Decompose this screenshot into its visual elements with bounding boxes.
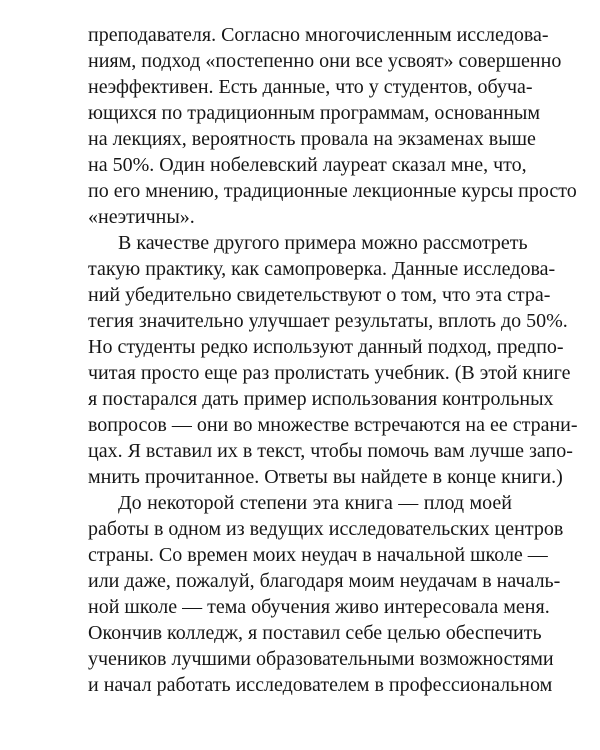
text-line: страны. Со времен моих неудач в начальной школе — xyxy=(88,544,548,566)
text-line: ниям, подход «постепенно они все усвоят» совершенно xyxy=(88,50,562,72)
text-line: ной школе — тема обучения живо интересовала меня. xyxy=(88,596,550,618)
text-line: такую практику, как самопроверка. Данные исследова- xyxy=(88,258,556,280)
text-line: на лекциях, вероятность провала на экзаменах выше xyxy=(88,128,536,150)
text-line: я постарался дать пример использования контрольных xyxy=(88,388,554,410)
text-line: и начал работать исследователем в профессиональном xyxy=(88,674,553,696)
text-line: Окончив колледж, я поставил себе целью обеспечить xyxy=(88,622,542,644)
text-line: ющихся по традиционным программам, основанным xyxy=(88,102,541,124)
text-line: по его мнению, традиционные лекционные курсы просто xyxy=(88,180,577,202)
text-line: читая просто еще раз пролистать учебник. (В этой книге xyxy=(88,362,571,384)
text-line: «неэтичны». xyxy=(88,206,195,228)
text-line: До некоторой степени эта книга — плод моей xyxy=(118,492,512,514)
text-line: тегия значительно улучшает результаты, вплоть до 50%. xyxy=(88,310,568,332)
text-line: преподавателя. Согласно многочисленным исследова- xyxy=(88,24,549,46)
text-line: мнить прочитанное. Ответы вы найдете в конце книги.) xyxy=(88,466,563,488)
text-line: неэффективен. Есть данные, что у студентов, обуча- xyxy=(88,76,533,98)
text-line: В качестве другого примера можно рассмотреть xyxy=(118,232,528,254)
text-line: или даже, пожалуй, благодаря моим неудачам в началь- xyxy=(88,570,561,592)
text-line: на 50%. Один нобелевский лауреат сказал мне, что, xyxy=(88,154,527,176)
text-line: Но студенты редко используют данный подход, предпо- xyxy=(88,336,564,358)
text-line: учеников лучшими образовательными возможностями xyxy=(88,648,554,670)
text-line: вопросов — они во множестве встречаются на ее страни- xyxy=(88,414,578,436)
text-line: ний убедительно свидетельствуют о том, что эта стра- xyxy=(88,284,551,306)
text-line: цах. Я вставил их в текст, чтобы помочь вам лучше запо- xyxy=(88,440,573,462)
text-line: работы в одном из ведущих исследовательских центров xyxy=(88,518,564,540)
